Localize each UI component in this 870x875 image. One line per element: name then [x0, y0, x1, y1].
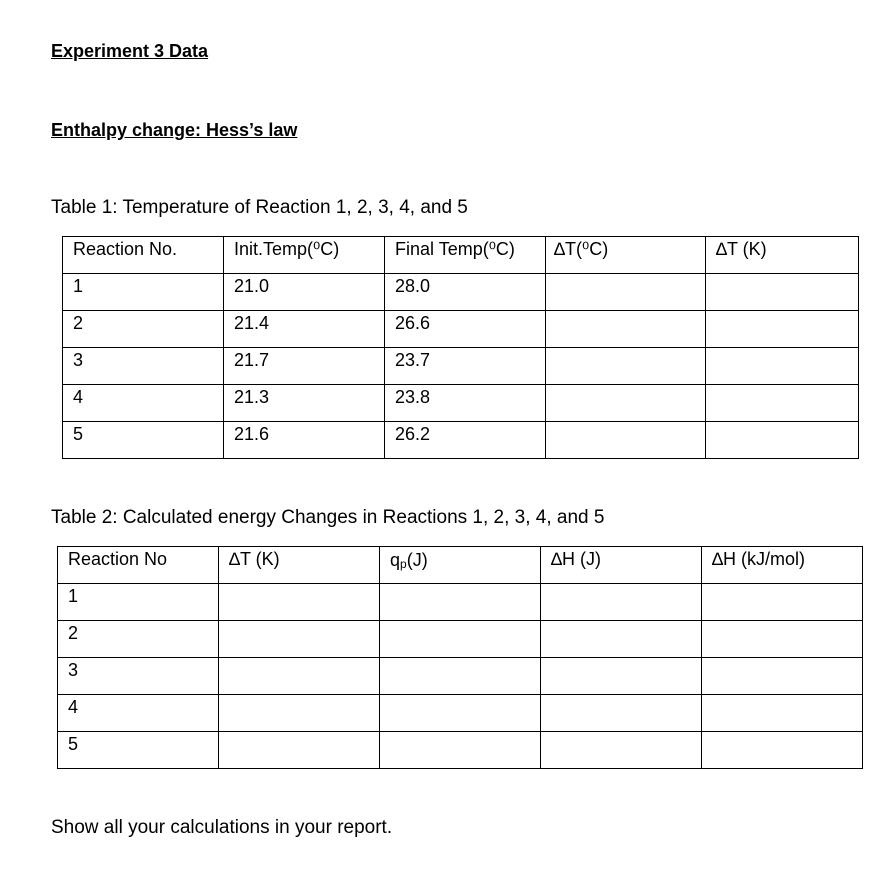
document-title: Experiment 3 Data [51, 41, 209, 61]
table-row [63, 311, 859, 348]
table2-header-reaction-no: Reaction No [58, 547, 219, 584]
final-temp-cell: 23.7 [385, 348, 546, 385]
init-temp-cell: 21.3 [224, 385, 385, 422]
final-temp-cell: 23.8 [385, 385, 546, 422]
table1-header-reaction-no: Reaction No. [63, 237, 224, 274]
table-row [58, 584, 863, 621]
delta-h-j-cell [541, 621, 702, 658]
table-row [63, 348, 859, 385]
table-row [58, 621, 863, 658]
init-temp-cell: 21.0 [224, 274, 385, 311]
final-temp-cell: 26.6 [385, 311, 546, 348]
qp-cell [380, 732, 541, 769]
delta-t-k-cell [219, 658, 380, 695]
table2-header-delta-h-j: ∆H (J) [541, 547, 702, 584]
delta-t-k-cell [706, 348, 859, 385]
table-row [58, 695, 863, 732]
delta-t-k-cell [706, 422, 859, 459]
reaction-no-cell: 4 [58, 695, 219, 732]
delta-h-j-cell [541, 584, 702, 621]
reaction-no-cell: 5 [63, 422, 224, 459]
section-title: Enthalpy change: Hess’s law [51, 120, 298, 140]
table-row [63, 385, 859, 422]
table2-caption: Table 2: Calculated energy Changes in Reactions 1, 2, 3, 4, and 5 [51, 507, 605, 528]
table-row [63, 274, 859, 311]
delta-h-j-cell [541, 658, 702, 695]
table-row [58, 658, 863, 695]
qp-cell [380, 695, 541, 732]
reaction-no-cell: 4 [63, 385, 224, 422]
table2-header-delta-h-kj-mol: ∆H (kJ/mol) [702, 547, 863, 584]
delta-h-j-cell [541, 732, 702, 769]
energy-changes-table [57, 546, 863, 769]
final-temp-cell: 26.2 [385, 422, 546, 459]
delta-t-c-cell [546, 274, 706, 311]
delta-t-c-cell [546, 311, 706, 348]
table1-header-delta-t-k: ∆T (K) [706, 237, 859, 274]
delta-t-c-cell [546, 348, 706, 385]
delta-h-j-cell [541, 695, 702, 732]
delta-t-k-cell [219, 695, 380, 732]
table2-header-qp: $q_p(J)$ [380, 547, 541, 584]
reaction-no-cell: 2 [58, 621, 219, 658]
delta-t-c-cell [546, 385, 706, 422]
reaction-no-cell: 1 [63, 274, 224, 311]
delta-t-k-cell [219, 584, 380, 621]
delta-t-c-cell [546, 422, 706, 459]
final-temp-cell: 28.0 [385, 274, 546, 311]
delta-t-k-cell [219, 621, 380, 658]
reaction-no-cell: 3 [58, 658, 219, 695]
qp-cell [380, 584, 541, 621]
delta-h-kj-mol-cell [702, 621, 863, 658]
temperature-table [62, 236, 859, 459]
reaction-no-cell: 3 [63, 348, 224, 385]
reaction-no-cell: 2 [63, 311, 224, 348]
init-temp-cell: 21.6 [224, 422, 385, 459]
delta-h-kj-mol-cell [702, 584, 863, 621]
init-temp-cell: 21.4 [224, 311, 385, 348]
init-temp-cell: 21.7 [224, 348, 385, 385]
delta-h-kj-mol-cell [702, 695, 863, 732]
delta-h-kj-mol-cell [702, 732, 863, 769]
delta-t-k-cell [219, 732, 380, 769]
table1-header-init-temp: Init.Temp(⁰C) [224, 237, 385, 274]
table-row [63, 422, 859, 459]
qp-cell [380, 658, 541, 695]
table2-header-delta-t-k: ∆T (K) [219, 547, 380, 584]
table1-header-delta-t-c: ∆T(⁰C) [546, 237, 706, 274]
delta-h-kj-mol-cell [702, 658, 863, 695]
table2-header-row [58, 547, 863, 584]
qp-cell [380, 621, 541, 658]
reaction-no-cell: 5 [58, 732, 219, 769]
table1-header-row [63, 237, 859, 274]
delta-t-k-cell [706, 311, 859, 348]
delta-t-k-cell [706, 274, 859, 311]
table-row [58, 732, 863, 769]
delta-t-k-cell [706, 385, 859, 422]
reaction-no-cell: 1 [58, 584, 219, 621]
footer-note: Show all your calculations in your report. [51, 817, 393, 838]
table1-caption: Table 1: Temperature of Reaction 1, 2, 3, 4, and 5 [51, 197, 468, 218]
table1-header-final-temp: Final Temp(⁰C) [385, 237, 546, 274]
